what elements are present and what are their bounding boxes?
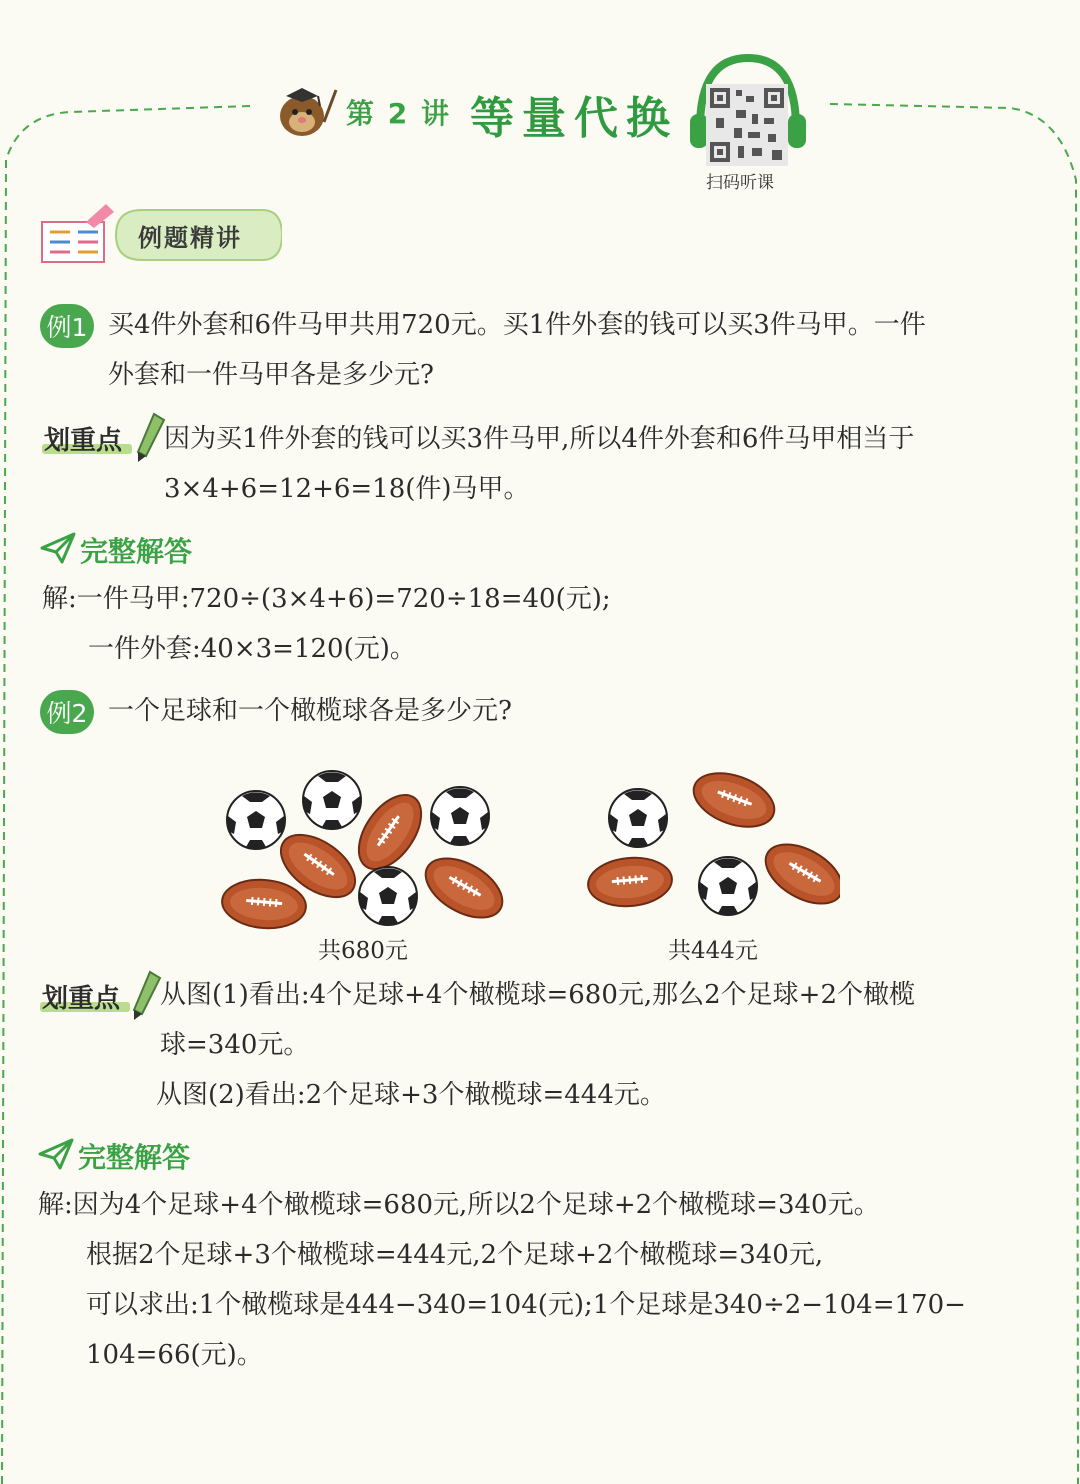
soccer-ball-icon <box>609 789 667 847</box>
qr-code[interactable] <box>706 84 788 166</box>
lesson-number: 第 2 讲 <box>346 97 451 130</box>
solution-2-line-3: 可以求出:1个橄榄球是444−340=104(元);1个足球是340÷2−104=170− <box>86 1290 966 1320</box>
solution-2-line-4: 104=66(元)。 <box>86 1340 263 1370</box>
figure-1-caption: 共680元 <box>318 938 408 964</box>
key-point-2-line-1: 从图(1)看出:4个足球+4个橄榄球=680元,那么2个足球+2个橄榄 <box>160 980 916 1010</box>
rugby-ball-icon <box>220 876 308 930</box>
lesson-title: 等量代换 <box>470 93 678 144</box>
solution-2-line-1: 解:因为4个足球+4个橄榄球=680元,所以2个足球+2个橄榄球=340元。 <box>38 1190 880 1220</box>
key-point-1-line-2: 3×4+6=12+6=18(件)马甲。 <box>164 474 530 504</box>
paper-plane-icon <box>38 1138 74 1170</box>
notebook-icon <box>40 200 118 264</box>
rugby-ball-icon <box>586 854 674 909</box>
example-2-badge: 例2 <box>40 690 94 734</box>
key-point-2-line-2: 球=340元。 <box>160 1030 310 1060</box>
paper-plane-icon <box>40 532 76 564</box>
example-1-problem-line-2: 外套和一件马甲各是多少元? <box>108 360 434 390</box>
soccer-ball-icon <box>699 857 757 915</box>
highlighter-icon <box>128 970 162 1022</box>
figure-2-caption: 共444元 <box>668 938 758 964</box>
rugby-ball-icon <box>756 832 840 916</box>
example-1-badge: 例1 <box>40 304 94 348</box>
solution-2-header: 完整解答 <box>78 1141 191 1174</box>
example-2-problem: 一个足球和一个橄榄球各是多少元? <box>108 696 512 726</box>
solution-2-line-2: 根据2个足球+3个橄榄球=444元,2个足球+2个橄榄球=340元, <box>86 1240 824 1270</box>
rugby-ball-icon <box>416 846 513 930</box>
key-point-1-label: 划重点 <box>44 426 123 456</box>
section-title: 例题精讲 <box>138 224 242 252</box>
soccer-ball-icon <box>359 867 417 925</box>
solution-1-line-1: 解:一件马甲:720÷(3×4+6)=720÷18=40(元); <box>42 584 611 614</box>
rugby-ball-icon <box>686 763 781 837</box>
key-point-2-line-3: 从图(2)看出:2个足球+3个橄榄球=444元。 <box>156 1080 666 1110</box>
qr-label: 扫码听课 <box>706 173 774 193</box>
key-point-1-line-1: 因为买1件外套的钱可以买3件马甲,所以4件外套和6件马甲相当于 <box>164 424 915 454</box>
solution-1-header: 完整解答 <box>80 535 193 568</box>
highlighter-icon <box>132 412 166 464</box>
mole-teacher-icon <box>272 82 338 138</box>
balls-illustration <box>200 760 840 930</box>
solution-1-line-2: 一件外套:40×3=120(元)。 <box>88 634 416 664</box>
key-point-2-label: 划重点 <box>42 984 121 1014</box>
soccer-ball-icon <box>227 791 285 849</box>
soccer-ball-icon <box>303 771 361 829</box>
soccer-ball-icon <box>431 787 489 845</box>
example-1-problem-line-1: 买4件外套和6件马甲共用720元。买1件外套的钱可以买3件马甲。一件 <box>108 310 926 340</box>
